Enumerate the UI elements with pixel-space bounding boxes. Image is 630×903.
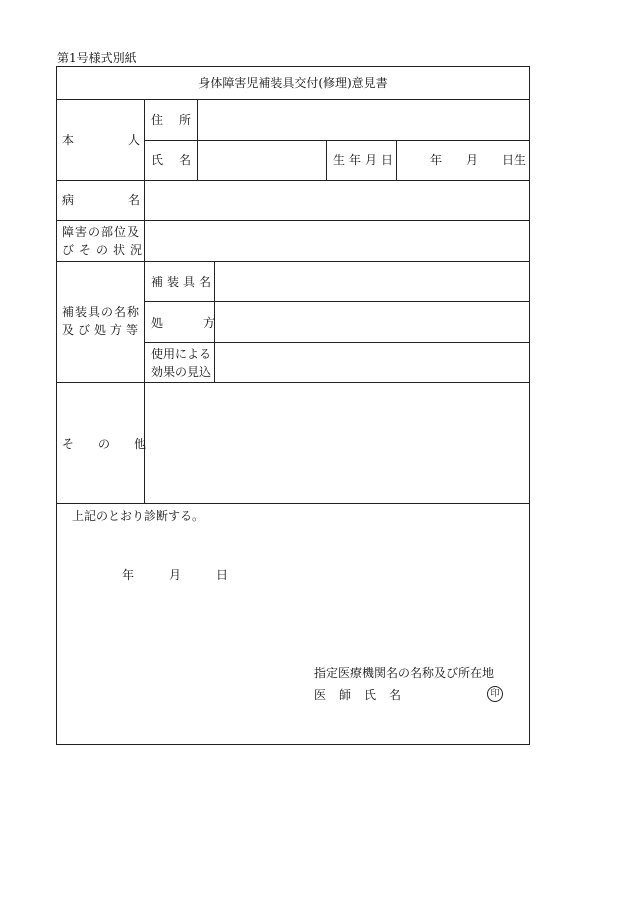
other-field[interactable] — [145, 383, 529, 503]
prescription-label: 処方 — [151, 316, 256, 330]
birth-year-label: 年 — [430, 153, 443, 167]
date-day-label: 日 — [216, 568, 229, 582]
device-name-field[interactable] — [215, 262, 529, 301]
doctor-label: 医師氏名 — [314, 688, 415, 702]
address-field[interactable] — [198, 100, 529, 140]
other-label: その他 — [62, 437, 171, 451]
effect-label-line2: 効果の見込 — [151, 365, 212, 379]
prescription-field[interactable] — [215, 302, 529, 342]
date-month-label: 月 — [169, 568, 182, 582]
disability-label-line2: びその状況 — [62, 243, 148, 257]
effect-field[interactable] — [215, 343, 529, 382]
disease-label: 病名 — [62, 193, 195, 207]
device-name-label: 補装具名 — [151, 275, 216, 289]
person-label — [62, 133, 195, 147]
seal-mark: 印 — [487, 686, 503, 702]
address-label: 住所 — [151, 113, 208, 127]
disability-label-line1: 障害の部位及 — [62, 225, 141, 239]
birth-month-label: 月 — [466, 153, 479, 167]
diagnosis-statement: 上記のとおり診断する。 — [72, 509, 205, 523]
institution-label: 指定医療機関名の名称及び所在地 — [314, 666, 495, 680]
birth-day-label: 日生 — [502, 153, 527, 167]
device-label-line1: 補装具の名称 — [62, 305, 141, 319]
name-field[interactable] — [198, 141, 326, 180]
birthdate-label: 生年月日 — [333, 153, 398, 167]
form-title: 身体障害児補装具交付(修理)意見書 — [198, 76, 388, 90]
name-label: 氏名 — [151, 153, 208, 167]
date-year-label: 年 — [122, 568, 135, 582]
person-label-text: 本人 — [62, 133, 195, 147]
device-label-line2: 及び処方等 — [62, 323, 143, 337]
form-number: 第1号様式別紙 — [57, 51, 137, 65]
disease-field[interactable] — [145, 181, 529, 220]
effect-label-line1: 使用による — [151, 347, 212, 361]
disability-field[interactable] — [145, 221, 529, 261]
